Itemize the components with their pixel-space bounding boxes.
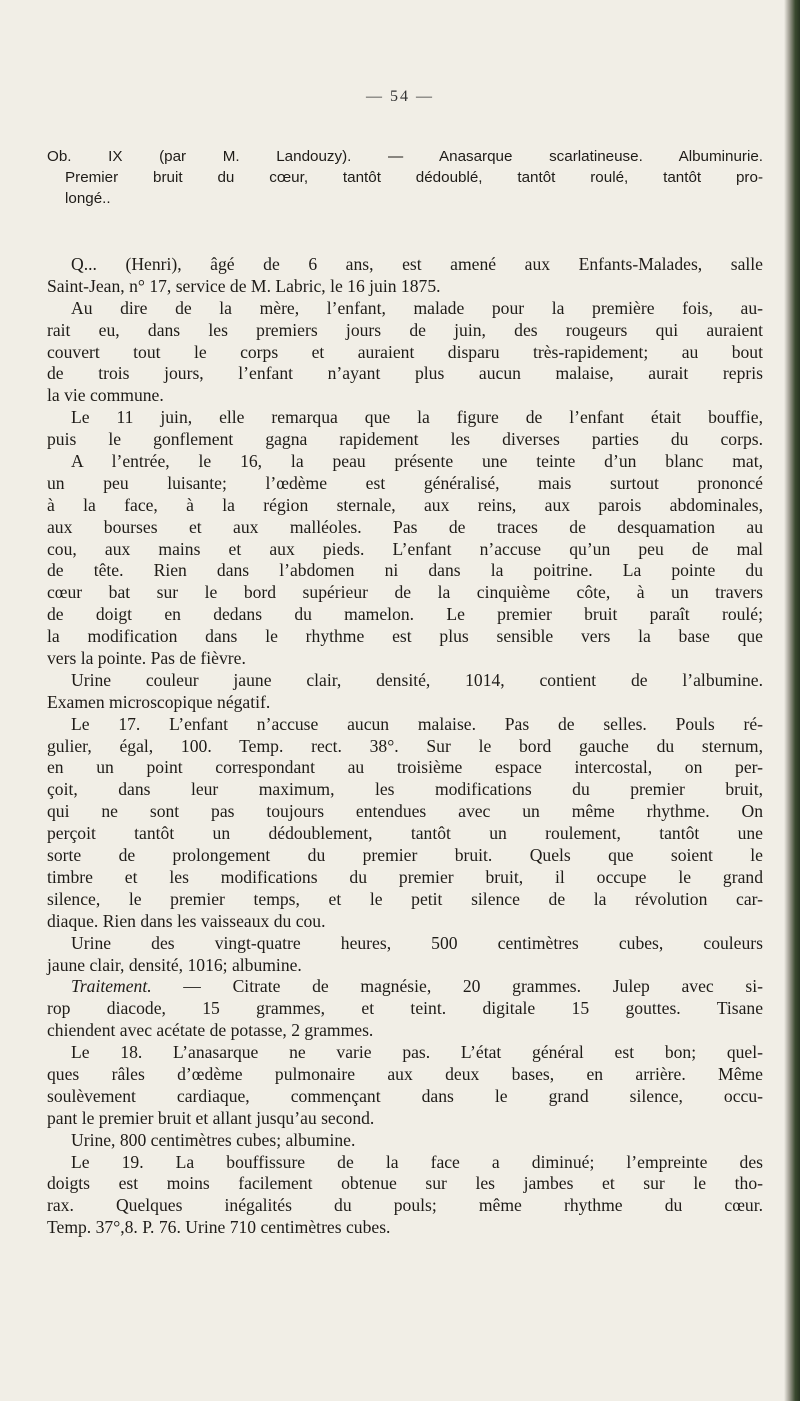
text-line: doigts est moins facilement obtenue sur les jambes et sur le tho- xyxy=(47,1173,763,1194)
text-line: silence, le premier temps, et le petit silence de la révolution car- xyxy=(47,888,763,909)
text-line: Examen microscopique négatif. xyxy=(47,691,271,712)
text-line: Q... (Henri), âgé de 6 ans, est amené aux Enfants-Malades, salle xyxy=(71,254,763,274)
text-line: de tête. Rien dans l’abdomen ni dans la poitrine. La pointe du xyxy=(47,560,763,581)
text-line: rop diacode, 15 grammes, et teint. digitale 15 gouttes. Tisane xyxy=(47,998,763,1019)
text-line: de doigt en dedans du mamelon. Le premier bruit paraît roulé; xyxy=(47,604,763,625)
text-line: Saint-Jean, n° 17, service de M. Labric, le 16 juin 1875. xyxy=(47,275,441,296)
text-line: diaque. Rien dans les vaisseaux du cou. xyxy=(47,910,326,931)
text-line: aux bourses et aux malléoles. Pas de traces de desquamation au xyxy=(47,516,763,537)
text-line: Urine, 800 centimètres cubes; albumine. xyxy=(71,1129,356,1150)
text-line: çoit, dans leur maximum, les modifications du premier bruit, xyxy=(47,779,763,800)
treatment-text: — Citrate de magnésie, 20 grammes. Julep avec si- xyxy=(151,976,763,997)
text-line: en un point correspondant au troisième espace intercostal, on per- xyxy=(47,757,763,778)
heading-line: longé.. xyxy=(65,190,111,207)
text-line: puis le gonflement gagna rapidement les diverses parties du corps. xyxy=(47,429,763,450)
text-line: rait eu, dans les premiers jours de juin, des rougeurs qui auraient xyxy=(47,319,763,340)
text-line: A l’entrée, le 16, la peau présente une teinte d’un blanc mat, xyxy=(71,451,763,472)
text-line: couvert tout le corps et auraient disparu très-rapidement; au bout xyxy=(47,341,763,362)
text-line: pant le premier bruit et allant jusqu’au second. xyxy=(47,1107,375,1128)
text-line: perçoit tantôt un dédoublement, tantôt un roulement, tantôt une xyxy=(47,823,763,844)
text-line: Urine couleur jaune clair, densité, 1014, contient de l’albumine. xyxy=(71,669,763,690)
text-line: jaune clair, densité, 1016; albumine. xyxy=(47,954,302,975)
text-line: Au dire de la mère, l’enfant, malade pour la première fois, au- xyxy=(71,297,763,318)
treatment-line xyxy=(47,976,763,998)
book-binding-edge xyxy=(784,0,800,1401)
text-line: vers la pointe. Pas de fièvre. xyxy=(47,648,246,669)
text-line: de trois jours, l’enfant n’ayant plus aucun malaise, aurait repris xyxy=(47,363,763,384)
text-line: gulier, égal, 100. Temp. rect. 38°. Sur le bord gauche du sternum, xyxy=(47,735,763,756)
heading-line: Ob. IX (par M. Landouzy). — Anasarque scarlatineuse. Albuminurie. xyxy=(47,148,763,165)
text-line: à la face, à la région sternale, aux reins, aux parois abdominales, xyxy=(47,494,763,515)
text-line: Temp. 37°,8. P. 76. Urine 710 centimètres cubes. xyxy=(47,1217,391,1238)
text-line: rax. Quelques inégalités du pouls; même rhythme du cœur. xyxy=(47,1195,763,1216)
text-line: Le 11 juin, elle remarqua que la figure de l’enfant était bouffie, xyxy=(71,407,763,428)
treatment-label: Traitement. xyxy=(71,976,152,997)
text-line: un peu luisante; l’œdème est généralisé, mais surtout prononcé xyxy=(47,472,763,493)
text-line: la modification dans le rhythme est plus sensible vers la base que xyxy=(47,626,763,647)
text-line: cœur bat sur le bord supérieur de la cinquième côte, à un travers xyxy=(47,582,763,603)
text-line: ques râles d’œdème pulmonaire aux deux bases, en arrière. Même xyxy=(47,1063,763,1084)
text-line: Urine des vingt-quatre heures, 500 centimètres cubes, couleurs xyxy=(71,932,763,953)
text-line: Le 17. L’enfant n’accuse aucun malaise. Pas de selles. Pouls ré- xyxy=(71,713,763,734)
observation-text xyxy=(47,254,763,1239)
page-number: — 54 — xyxy=(366,88,434,105)
text-line: la vie commune. xyxy=(47,385,164,406)
text-line: cou, aux mains et aux pieds. L’enfant n’accuse qu’un peu de mal xyxy=(47,538,763,559)
text-line: timbre et les modifications du premier bruit, il occupe le grand xyxy=(47,866,763,887)
text-line: soulèvement cardiaque, commençant dans le grand silence, occu- xyxy=(47,1085,763,1106)
text-line: chiendent avec acétate de potasse, 2 grammes. xyxy=(47,1020,374,1041)
observation-heading xyxy=(47,146,763,209)
text-line: sorte de prolongement du premier bruit. Quels que soient le xyxy=(47,845,763,866)
text-line: qui ne sont pas toujours entendues avec un même rhythme. On xyxy=(47,801,763,822)
text-line: Le 19. La bouffissure de la face a diminué; l’empreinte des xyxy=(71,1151,763,1172)
heading-line: Premier bruit du cœur, tantôt dédoublé, tantôt roulé, tantôt pro- xyxy=(65,169,763,186)
text-line: Le 18. L’anasarque ne varie pas. L’état général est bon; quel- xyxy=(71,1042,763,1063)
